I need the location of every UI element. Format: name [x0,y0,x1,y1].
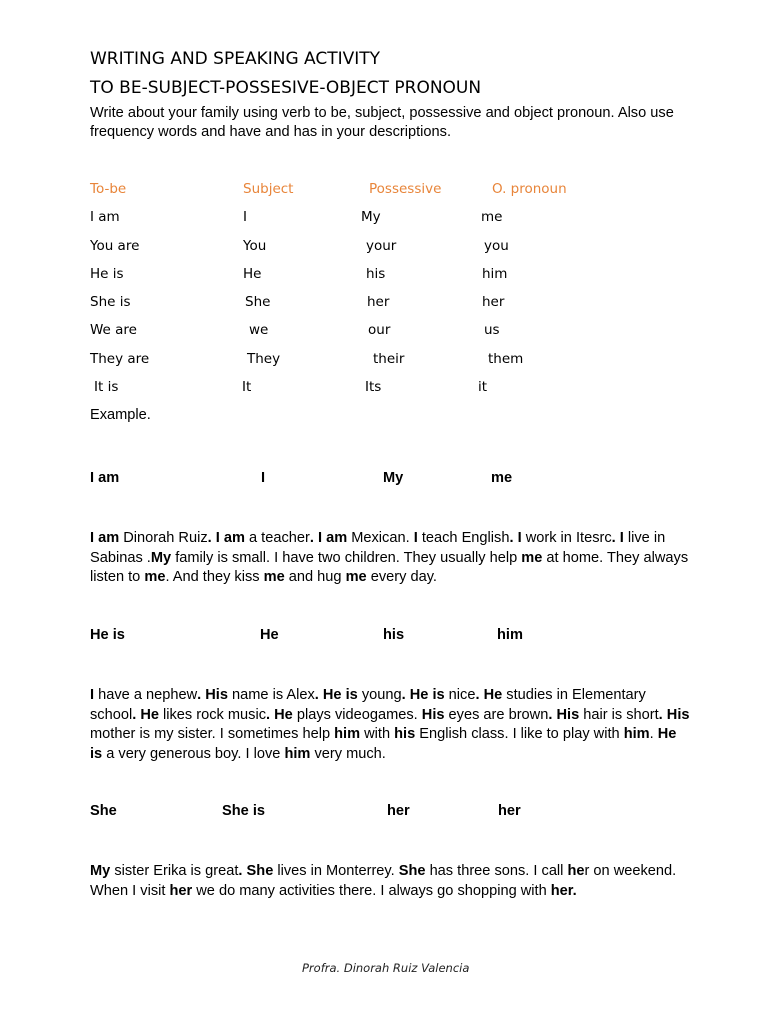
text-run: studies in Elementary school [90,687,646,723]
bold-text-run: He is [90,726,677,762]
text-run: every day. [366,569,437,585]
bold-text-run: . [658,706,663,723]
cell-possessive: Its [365,379,382,395]
cell-subject: He [243,266,262,282]
bold-text-run: me [263,569,285,585]
cell-possessive: his [366,266,386,282]
cell-subject: She [245,294,271,310]
text-run: English class. I like to play with [415,726,624,742]
bold-text-run: I [413,530,418,546]
section-heading-cell: He [260,627,279,643]
bold-text-run: He [483,687,503,703]
bold-text-run: her [169,882,193,899]
text-run: hair is short [579,706,659,723]
cell-tobe: He is [90,266,124,282]
cell-object: you [484,238,509,254]
bold-text-run: His [205,687,228,703]
header-subject: Subject [243,181,294,197]
text-run: a teacher [244,530,310,546]
section-heading-cell: her [498,803,521,819]
cell-tobe: They are [90,351,150,367]
bold-text-run: his [394,726,416,742]
bold-text-run: him [284,745,311,762]
bold-text-run: His [421,706,445,723]
bold-text-run: . [475,687,480,703]
bold-text-run: . [572,882,577,899]
text-run: . And they kiss [165,569,264,585]
text-run: live in Sabinas . [90,530,666,566]
text-run: eyes are brown [444,706,549,723]
footer-author: Profra. Dinorah Ruiz Valencia [302,961,470,975]
cell-subject: You [243,238,267,254]
bold-text-run: him [623,726,650,742]
text-run: very much. [310,745,386,762]
cell-subject: It [242,379,252,395]
bold-text-run: He [274,706,293,723]
bold-text-run: He is [409,687,445,703]
text-run: a very generous boy. I love [102,745,285,762]
bold-text-run: . [238,863,243,879]
text-run: young [357,687,402,703]
cell-tobe: She is [90,294,131,310]
bold-text-run: I [619,530,624,546]
cell-possessive: My [361,209,381,225]
example-paragraph [90,686,690,764]
title-line-2: TO BE-SUBJECT-POSSESIVE-OBJECT PRONOUN [90,78,482,98]
section-heading-cell: I [261,470,266,486]
text-run: . [649,726,658,742]
cell-tobe: You are [90,238,140,254]
instructions: Write about your family using verb to be, subject, possessive and object pronoun. Also use frequency words and have and has in your descriptions. [90,105,674,141]
bold-text-run: My [150,549,172,566]
bold-text-run: . [401,687,406,703]
text-run: work in Itesrc [521,530,612,546]
bold-text-run: . [509,530,514,546]
text-run: Dinorah Ruiz [119,530,208,546]
section-heading-cell: him [497,627,523,643]
text-run: family is small. I have two children. They usually help [171,549,522,566]
bold-text-run: . [309,530,314,546]
header-to-be: To-be [90,181,127,197]
cell-object: me [481,209,503,225]
section-heading-cell: He is [90,627,125,643]
bold-text-run: His [666,706,690,723]
text-run: Mexican. [347,530,414,546]
bold-text-run: I [90,687,95,703]
cell-object: them [488,351,524,367]
text-run: likes rock music [158,706,267,723]
title-line-1: WRITING AND SPEAKING ACTIVITY [90,49,381,69]
cell-object: her [482,294,505,310]
bold-text-run: . [197,687,202,703]
cell-subject: They [247,351,281,367]
text-run: and hug [284,569,346,585]
cell-subject: I [243,209,247,225]
bold-text-run: His [556,706,580,723]
cell-possessive: their [373,351,405,367]
bold-text-run: me [521,549,543,566]
section-heading-cell: My [383,470,404,486]
bold-text-run: . [548,706,553,723]
cell-subject: we [249,322,269,338]
cell-object: him [482,266,508,282]
text-run: has three sons. I call [425,863,568,879]
example-label: Example. [90,407,151,423]
section-heading-cell: I am [90,470,120,486]
bold-text-run: I am [90,530,120,546]
bold-text-run: me [345,569,367,585]
bold-text-run: . [611,530,616,546]
bold-text-run: I [517,530,522,546]
bold-text-run: My [90,863,111,879]
bold-text-run: He is [322,687,358,703]
cell-object: it [478,379,488,395]
cell-possessive: our [368,322,391,338]
section-heading-cell: her [387,803,410,819]
bold-text-run: He [140,706,159,723]
cell-possessive: her [367,294,390,310]
section-heading-cell: me [491,470,513,486]
cell-tobe: We are [90,322,137,338]
bold-text-run: . [314,687,319,703]
header-object-pronoun: O. pronoun [492,181,567,197]
text-run: mother is my sister. I sometimes help [90,726,335,742]
section-heading-cell: She [90,803,117,819]
text-run: plays videogames. [292,706,422,723]
section-heading-cell: his [383,627,405,643]
bold-text-run: he [567,863,585,879]
text-run: sister Erika is great [110,863,239,879]
example-paragraph [90,529,690,588]
text-run: nice [444,687,476,703]
text-run: name is Alex [227,687,315,703]
cell-tobe: It is [94,379,119,395]
bold-text-run: her [550,882,573,899]
bold-text-run: him [334,726,361,742]
bold-text-run: She [398,863,426,879]
bold-text-run: I am [215,530,245,546]
bold-text-run: I am [317,530,348,546]
bold-text-run: . [266,706,271,723]
text-run: we do many activities there. I always go shopping with [192,882,551,899]
header-possessive: Possessive [369,181,442,197]
text-run: have a nephew [94,687,198,703]
bold-text-run: . [207,530,212,546]
bold-text-run: . [132,706,137,723]
text-run: at home. They always listen to [90,549,689,585]
text-run: teach English [417,530,510,546]
text-run: r on weekend. When I visit [90,863,677,899]
bold-text-run: She [246,863,274,879]
bold-text-run: me [144,569,166,585]
cell-tobe: I am [90,209,120,225]
text-run: lives in Monterrey. [273,863,399,879]
example-paragraph [90,862,690,901]
section-heading-cell: She is [222,803,265,819]
cell-object: us [484,322,500,338]
text-run: with [360,726,395,742]
cell-possessive: your [366,238,397,254]
